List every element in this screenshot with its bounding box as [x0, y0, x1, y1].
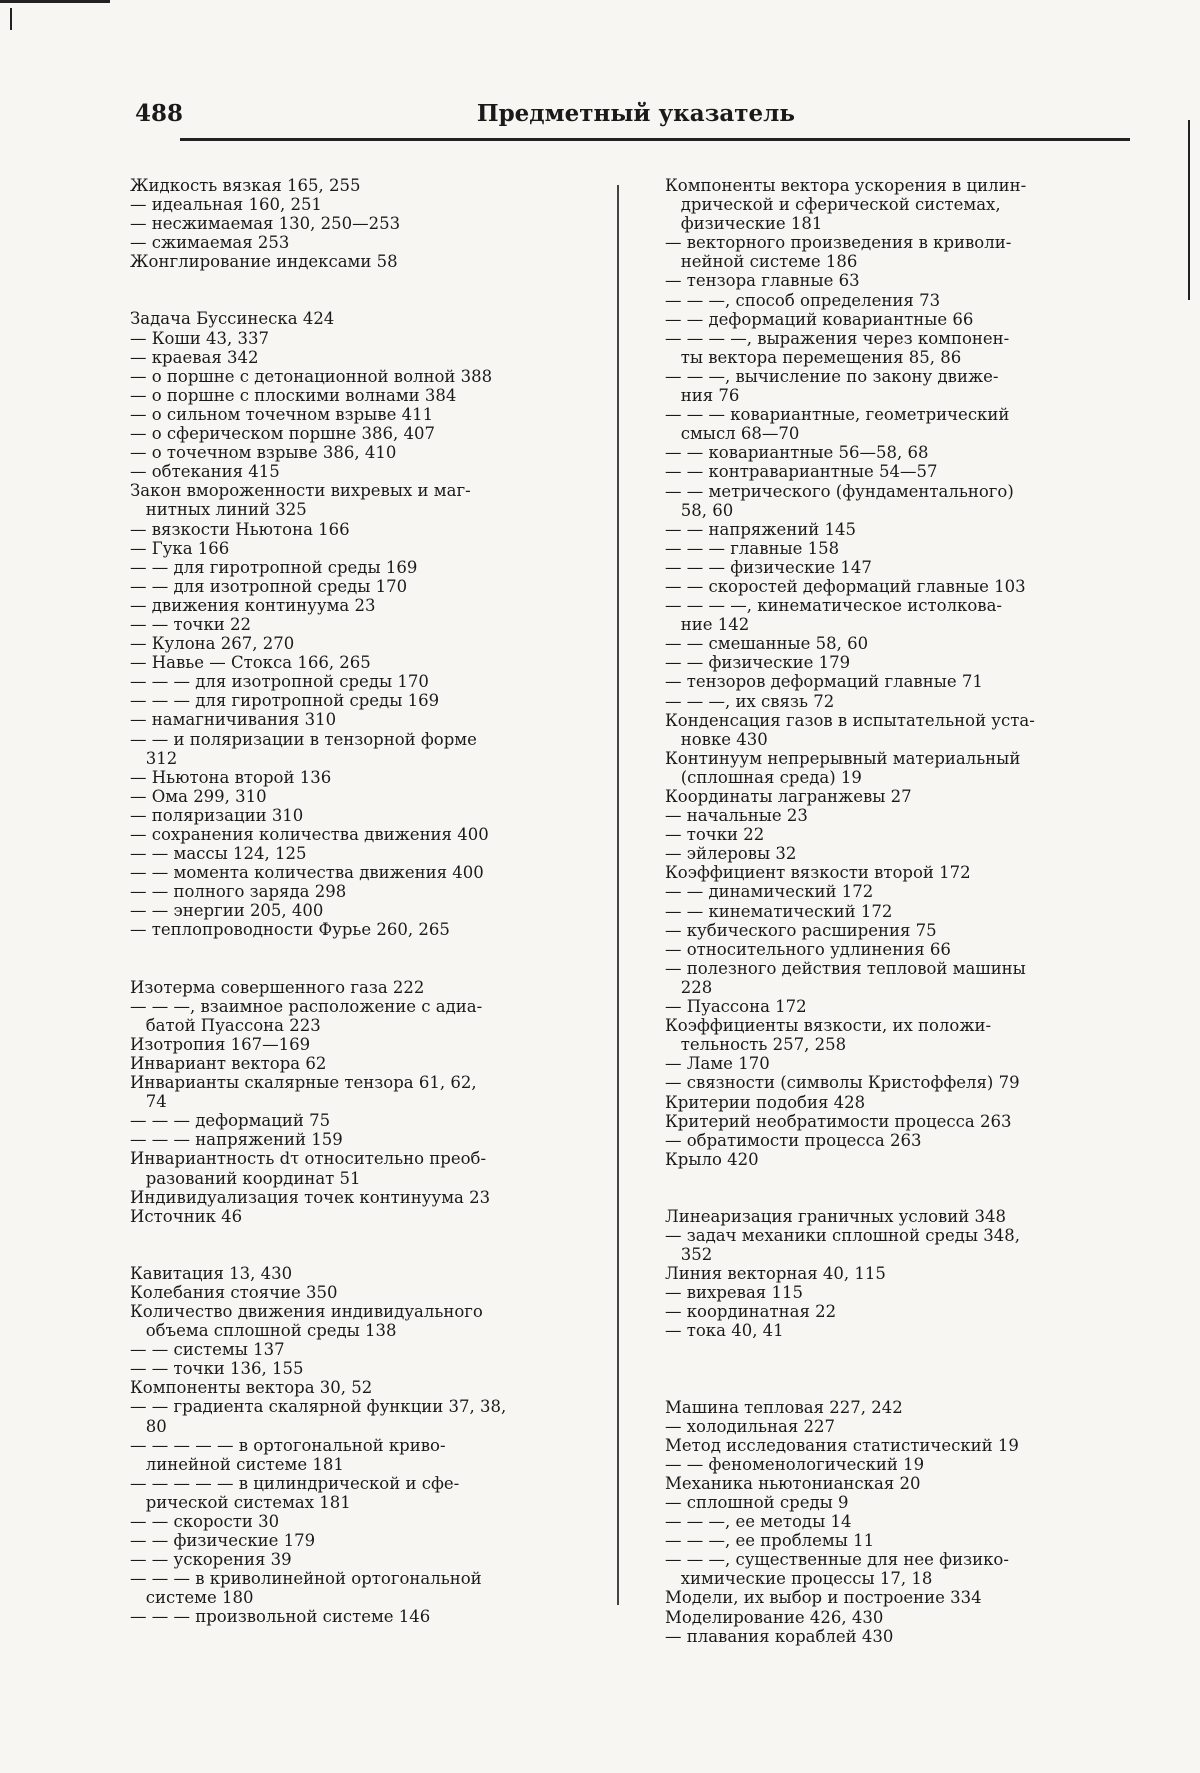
- index-entry: — — и поляризации в тензорной форме: [130, 729, 477, 749]
- index-entry: — — момента количества движения 400: [130, 863, 484, 883]
- index-group-m: [665, 1398, 1125, 1646]
- index-entry: — — напряжений 145: [665, 519, 856, 539]
- index-entry: Моделирование 426, 430: [665, 1607, 884, 1627]
- header-rule: [180, 138, 1130, 141]
- index-entry: Закон вмороженности вихревых и маг-: [130, 481, 471, 501]
- index-entry: — о поршне с детонационной волной 388: [130, 366, 493, 386]
- index-entry: Индивидуализация точек континуума 23: [130, 1187, 491, 1207]
- index-entry: — обратимости процесса 263: [665, 1130, 922, 1150]
- index-entry: 228: [665, 977, 713, 997]
- index-entry: — Ома 299, 310: [130, 786, 267, 806]
- page-header: [135, 100, 795, 132]
- index-entry: — — смешанные 58, 60: [665, 634, 869, 654]
- index-entry: — — —, их связь 72: [665, 691, 835, 711]
- index-entry: — Ньютона второй 136: [130, 767, 332, 787]
- index-entry: Источник 46: [130, 1206, 243, 1226]
- index-entry: (сплошная среда) 19: [665, 767, 862, 787]
- index-entry: Коэффициенты вязкости, их положи-: [665, 1016, 992, 1036]
- index-entry: — поляризации 310: [130, 805, 304, 825]
- index-entry: смысл 68—70: [665, 424, 800, 444]
- index-entry: — сплошной среды 9: [665, 1493, 849, 1512]
- index-entry: Модели, их выбор и построение 334: [665, 1588, 982, 1608]
- index-entry: — — ускорения 39: [130, 1550, 292, 1570]
- index-entry: разований координат 51: [130, 1168, 361, 1188]
- index-entry: — — динамический 172: [665, 882, 874, 902]
- index-entry: — сжимаемая 253: [130, 233, 290, 253]
- index-entry: — намагничивания 310: [130, 710, 337, 730]
- index-entry: — — деформаций ковариантные 66: [665, 309, 974, 329]
- index-entry: новке 430: [665, 729, 768, 749]
- index-entry: — относительного удлинения 66: [665, 939, 951, 959]
- scan-edge-right: [1188, 120, 1190, 300]
- index-entry: Жонглирование индексами 58: [130, 252, 398, 272]
- index-entry: химические процессы 17, 18: [665, 1569, 933, 1589]
- index-entry: — — —, ее методы 14: [665, 1512, 852, 1532]
- index-entry: объема сплошной среды 138: [130, 1321, 397, 1341]
- index-entry: — векторного произведения в криволи-: [665, 233, 1012, 253]
- group-spacer: [665, 1341, 1125, 1398]
- index-entry: Изотропия 167—169: [130, 1034, 311, 1054]
- index-entry: — — — главные 158: [665, 538, 840, 558]
- scan-edge-left: [10, 8, 12, 30]
- index-entry: — — —, взаимное расположение с адиа-: [130, 996, 483, 1016]
- index-entry: — точки 22: [665, 825, 765, 845]
- index-group-k: [130, 1264, 590, 1627]
- index-entry: — идеальная 160, 251: [130, 195, 322, 215]
- index-entry: — — — напряжений 159: [130, 1130, 343, 1150]
- index-entry: Инвариант вектора 62: [130, 1053, 327, 1073]
- index-entry: — Пуассона 172: [665, 997, 807, 1017]
- index-entry: Задача Буссинеска 424: [130, 309, 335, 329]
- index-entry: Механика ньютонианская 20: [665, 1473, 921, 1493]
- running-title: Предметный указатель: [476, 100, 795, 127]
- index-entry: — — — ковариантные, геометрический: [665, 405, 1010, 425]
- index-entry: 80: [130, 1416, 167, 1436]
- index-entry: — — физические 179: [665, 653, 851, 673]
- index-entry: — тока 40, 41: [665, 1321, 784, 1341]
- index-entry: Коэффициент вязкости второй 172: [665, 863, 971, 883]
- index-entry: — — — —, выражения через компонен-: [665, 328, 1010, 348]
- index-entry: — — феноменологический 19: [665, 1454, 925, 1474]
- index-entry: 74: [130, 1092, 167, 1112]
- column-divider: [617, 185, 619, 1605]
- index-entry: — — ковариантные 56—58, 68: [665, 443, 929, 463]
- index-entry: — — —, существенные для нее физико-: [665, 1550, 1009, 1570]
- index-entry: — — —, вычисление по закону движе-: [665, 366, 999, 386]
- index-entry: 352: [665, 1245, 713, 1265]
- index-entry: — — скоростей деформаций главные 103: [665, 576, 1026, 596]
- index-entry: тельность 257, 258: [665, 1035, 847, 1055]
- index-entry: — о сферическом поршне 386, 407: [130, 424, 435, 444]
- index-entry: — — — деформаций 75: [130, 1111, 331, 1131]
- index-entry: — тензора главные 63: [665, 271, 860, 291]
- index-column-left: [130, 176, 590, 1627]
- index-entry: — — — физические 147: [665, 557, 872, 577]
- index-entry: — — массы 124, 125: [130, 844, 307, 864]
- index-entry: — краевая 342: [130, 347, 259, 367]
- index-entry: — о поршне с плоскими волнами 384: [130, 385, 457, 405]
- index-entry: — — точки 22: [130, 614, 252, 634]
- index-entry: Колебания стоячие 350: [130, 1282, 338, 1302]
- index-entry: — кубического расширения 75: [665, 920, 937, 940]
- index-entry: ние 142: [665, 615, 750, 635]
- index-column-right: [665, 176, 1125, 1646]
- index-entry: — начальные 23: [665, 806, 808, 826]
- page-number: 488: [135, 100, 184, 127]
- index-entry: Метод исследования статистический 19: [665, 1435, 1019, 1455]
- index-entry: — — точки 136, 155: [130, 1359, 304, 1379]
- index-entry: Компоненты вектора 30, 52: [130, 1378, 373, 1398]
- index-entry: Критерий необратимости процесса 263: [665, 1111, 1012, 1131]
- index-entry: Конденсация газов в испытательной уста-: [665, 710, 1035, 730]
- index-entry: — Ламе 170: [665, 1054, 770, 1074]
- index-entry: — задач механики сплошной среды 348,: [665, 1225, 1021, 1245]
- index-entry: — Навье — Стокса 166, 265: [130, 653, 371, 673]
- index-entry: — холодильная 227: [665, 1416, 836, 1436]
- index-entry: — — — в криволинейной ортогональной: [130, 1569, 482, 1589]
- index-entry: — вязкости Ньютона 166: [130, 519, 350, 539]
- index-entry: — сохранения количества движения 400: [130, 825, 489, 844]
- index-entry: — — —, способ определения 73: [665, 290, 941, 310]
- group-spacer: [130, 1226, 590, 1264]
- index-entry: — эйлеровы 32: [665, 844, 797, 864]
- index-entry: Инварианты скалярные тензора 61, 62,: [130, 1073, 477, 1093]
- index-entry: Линия векторная 40, 115: [665, 1264, 886, 1284]
- index-entry: — — — — — в цилиндрической и сфе-: [130, 1473, 460, 1493]
- index-entry: — — для гиротропной среды 169: [130, 557, 418, 577]
- group-spacer: [130, 940, 590, 978]
- index-entry: Крыло 420: [665, 1149, 759, 1169]
- index-group-k-cont: [665, 176, 1125, 1169]
- index-entry: системе 180: [130, 1588, 254, 1608]
- index-entry: — — метрического (фундаментального): [665, 481, 1014, 501]
- index-entry: — — скорости 30: [130, 1512, 280, 1531]
- index-entry: — полезного действия тепловой машины: [665, 958, 1026, 978]
- index-entry: — о сильном точечном взрыве 411: [130, 404, 434, 424]
- index-entry: Линеаризация граничных условий 348: [665, 1206, 1007, 1226]
- index-entry: — плавания кораблей 430: [665, 1626, 894, 1646]
- index-entry: — тензоров деформаций главные 71: [665, 672, 983, 692]
- index-entry: Машина тепловая 227, 242: [665, 1397, 903, 1417]
- index-entry: нитных линий 325: [130, 500, 307, 520]
- index-group-i: [130, 978, 590, 1226]
- index-entry: — — кинематический 172: [665, 901, 893, 921]
- index-entry: Компоненты вектора ускорения в цилин-: [665, 176, 1027, 195]
- index-entry: ты вектора перемещения 85, 86: [665, 347, 962, 367]
- index-entry: — — градиента скалярной функции 37, 38,: [130, 1397, 507, 1417]
- index-group-zh: [130, 176, 590, 271]
- index-entry: линейной системе 181: [130, 1454, 344, 1474]
- index-entry: Инвариантность dτ относительно преоб-: [130, 1149, 487, 1169]
- index-group-l: [665, 1207, 1125, 1341]
- index-entry: физические 181: [665, 214, 823, 234]
- index-entry: — несжимаемая 130, 250—253: [130, 214, 401, 234]
- index-entry: — — системы 137: [130, 1340, 285, 1360]
- index-group-z: [130, 309, 590, 939]
- index-entry: — Коши 43, 337: [130, 328, 270, 348]
- index-entry: — — —, ее проблемы 11: [665, 1531, 875, 1551]
- group-spacer: [130, 271, 590, 309]
- index-entry: Жидкость вязкая 165, 255: [130, 176, 361, 195]
- index-entry: Континуум непрерывный материальный: [665, 748, 1021, 768]
- index-entry: батой Пуассона 223: [130, 1015, 321, 1035]
- index-entry: — координатная 22: [665, 1302, 837, 1322]
- index-entry: 312: [130, 748, 178, 768]
- index-entry: — вихревая 115: [665, 1283, 803, 1303]
- index-entry: Кавитация 13, 430: [130, 1263, 293, 1283]
- index-entry: — Кулона 267, 270: [130, 634, 295, 654]
- index-entry: — связности (символы Кристоффеля) 79: [665, 1073, 1020, 1093]
- index-entry: — Гука 166: [130, 538, 230, 558]
- scan-edge-top: [0, 0, 110, 3]
- index-entry: — — полного заряда 298: [130, 882, 347, 902]
- index-entry: — движения континуума 23: [130, 595, 376, 615]
- index-entry: Критерии подобия 428: [665, 1092, 866, 1112]
- index-entry: — — для изотропной среды 170: [130, 576, 408, 596]
- group-spacer: [665, 1169, 1125, 1207]
- index-entry: — — — для гиротропной среды 169: [130, 691, 440, 711]
- index-entry: — — — произвольной системе 146: [130, 1607, 431, 1627]
- index-entry: дрической и сферической системах,: [665, 195, 1001, 215]
- index-entry: — теплопроводности Фурье 260, 265: [130, 920, 450, 940]
- index-entry: — — контравариантные 54—57: [665, 462, 938, 482]
- index-entry: Количество движения индивидуального: [130, 1301, 483, 1321]
- index-entry: — — — — — в ортогональной криво-: [130, 1435, 446, 1455]
- index-entry: — — — для изотропной среды 170: [130, 672, 429, 692]
- index-entry: рической системах 181: [130, 1492, 351, 1512]
- index-entry: ния 76: [665, 386, 740, 406]
- index-entry: Координаты лагранжевы 27: [665, 787, 912, 806]
- index-entry: 58, 60: [665, 500, 734, 520]
- index-entry: — — энергии 205, 400: [130, 901, 324, 921]
- index-entry: — о точечном взрыве 386, 410: [130, 443, 397, 463]
- index-entry: нейной системе 186: [665, 252, 858, 272]
- index-entry: Изотерма совершенного газа 222: [130, 977, 425, 997]
- index-entry: — — — —, кинематическое истолкова-: [665, 596, 1002, 616]
- index-entry: — — физические 179: [130, 1531, 316, 1551]
- index-entry: — обтекания 415: [130, 462, 280, 482]
